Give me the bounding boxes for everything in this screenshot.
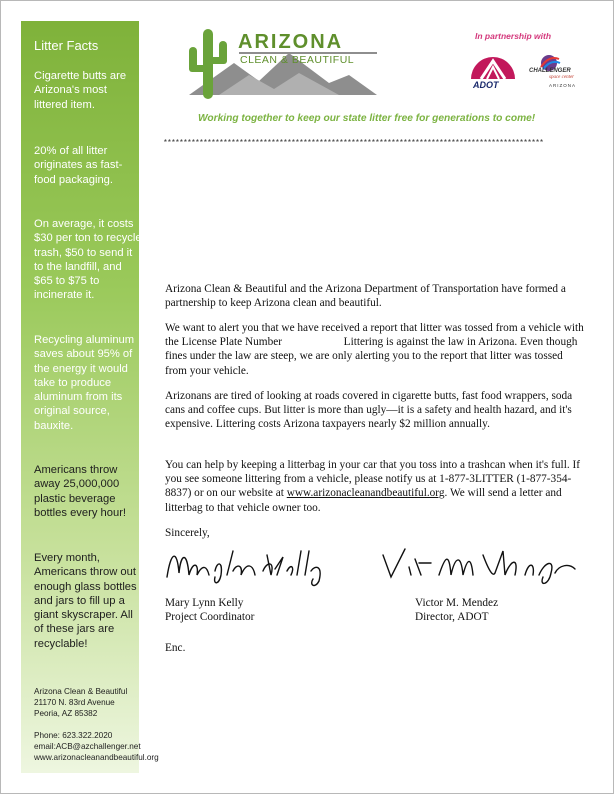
closing: Sincerely,: [165, 527, 210, 539]
challenger-state: ARIZONA: [549, 83, 577, 88]
fact-cigarette-butts: Cigarette butts are Arizona's most littered item.: [34, 70, 127, 111]
org-street: 21170 N. 83rd Avenue: [34, 698, 115, 707]
fact-glass-bottles: Every month, Americans throw out enough glass bottles and jars to fill up a giant skyscraper. All of these jars are recyclable!: [34, 552, 137, 650]
signature-mary-lynn-kelly: [163, 541, 333, 591]
org-phone: Phone: 623.322.2020: [34, 731, 113, 740]
enclosure-note: Enc.: [165, 642, 186, 654]
org-city: Peoria, AZ 85382: [34, 709, 98, 718]
paragraph-hazard: Arizonans are tired of looking at roads covered in cigarette butts, fast food wrappers, soda cans and coffee cups. But litter is more than ugly—it is a safety and health hazard, and it's expensive. Littering costs Arizona taxpayers nearly $2 million annually.: [165, 390, 573, 431]
signer2-name: Victor M. Mendez: [415, 597, 499, 609]
signature-victor-m-mendez: [379, 541, 579, 591]
logo-subtitle: CLEAN & BEAUTIFUL: [240, 54, 355, 66]
website-link[interactable]: www.arizonacleanandbeautiful.org: [286, 487, 445, 500]
alert-text-end: Littering is against the law in Arizona. Even though fines under the law are steep, we are only alerting you to the report that litter was tossed from your vehicle.: [165, 336, 578, 377]
org-name: Arizona Clean & Beautiful: [34, 687, 128, 696]
fact-disposal-costs: On average, it costs $30 per ton to recycle trash, $50 to send it to the landfill, and $65 to $75 to incinerate it.: [34, 218, 142, 302]
adot-label: ADOT: [473, 80, 499, 90]
fact-aluminum: Recycling aluminum saves about 95% of the energy it would take to produce aluminum from its original source, bauxite.: [34, 334, 135, 432]
help-text-end: . We will send a letter and litterbag to that vehicle owner too.: [165, 487, 562, 514]
challenger-subtitle: space center: [549, 75, 575, 80]
fact-fast-food: 20% of all litter originates as fast-food packaging.: [34, 145, 123, 186]
alert-text-start: We want to alert you that we have received a report that litter was tossed from a vehicle with the License Plate Number: [165, 322, 584, 349]
adot-logo: [467, 53, 519, 97]
sidebar-heading: Litter Facts: [34, 38, 99, 53]
litter-facts-sidebar: [21, 21, 159, 773]
star-divider: ***********************************************************************************************: [163, 139, 544, 148]
logo-title: ARIZONA: [238, 31, 344, 53]
org-website: www.arizonacleanandbeautiful.org: [34, 753, 159, 762]
paragraph-alert: [165, 321, 585, 378]
signer1-name: Mary Lynn Kelly: [165, 597, 244, 609]
help-text-start: You can help by keeping a litterbag in your car that you toss into a trashcan when it's full. If you see someone littering from a vehicle, please notify us at 1-877-3LITTER (1-877-354-8837) or on our website at: [165, 459, 581, 500]
fact-plastic-bottles: Americans throw away 25,000,000 plastic beverage bottles every hour!: [34, 464, 127, 519]
signer1-title: Project Coordinator: [165, 611, 255, 623]
tagline: Working together to keep our state litter free for generations to come!: [198, 113, 536, 124]
challenger-name: CHALLENGER: [529, 68, 571, 74]
signer2-title: Director, ADOT: [415, 611, 489, 623]
paragraph-help: [165, 458, 585, 515]
partnership-label: In partnership with: [475, 31, 552, 41]
paragraph-partnership: Arizona Clean & Beautiful and the Arizona Department of Transportation have formed a partnership to keep Arizona clean and beautiful.: [165, 283, 566, 310]
org-email: email:ACB@azchallenger.net: [34, 742, 141, 751]
